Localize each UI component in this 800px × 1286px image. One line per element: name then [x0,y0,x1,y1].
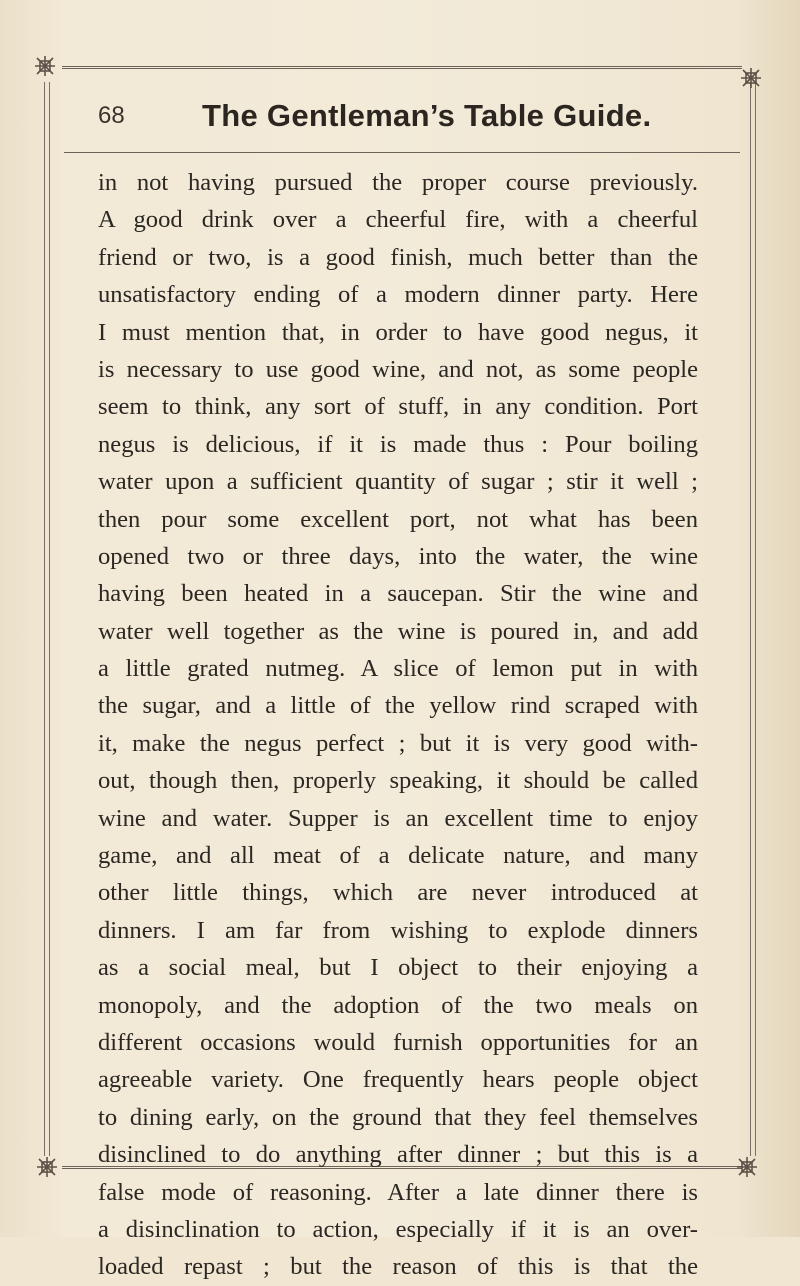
text-line: opened two or three days, into the water, the wine [98,542,698,570]
text-line: agreeable variety. One frequently hears people object [98,1066,698,1094]
running-title: The Gentleman’s Table Guide. [202,98,652,133]
corner-ornament-icon [34,55,56,77]
text-line: wine and water. Supper is an excellent time to enjoy [98,804,698,832]
text-line: disinclined to do anything after dinner ; but this is a [98,1141,698,1169]
text-line: A good drink over a cheerful fire, with a cheerful [98,206,698,234]
text-line: having been heated in a saucepan. Stir the wine and [98,580,698,608]
text-line: negus is delicious, if it is made thus : Pour boiling [98,430,698,458]
text-line: to dining early, on the ground that they feel themselves [98,1103,698,1131]
right-inner-border-rule [755,82,756,1156]
body-text [98,164,698,1286]
text-line: in not having pursued the proper course previously. [98,169,698,196]
text-line: I must mention that, in order to have good negus, it [98,318,698,346]
corner-ornament-icon [36,1156,58,1178]
text-line: unsatisfactory ending of a modern dinner party. Here [98,281,698,309]
right-border-rule [750,82,751,1156]
top-border-rule [62,66,742,69]
running-header [98,98,738,138]
text-line: out, though then, properly speaking, it should be called [98,767,698,795]
page-number: 68 [98,102,125,129]
text-line: water well together as the wine is poured in, and add [98,617,698,645]
text-line: friend or two, is a good finish, much better than the [98,243,698,271]
text-line: then pour some excellent port, not what has been [98,505,698,533]
text-line: dinners. I am far from wishing to explode dinners [98,916,698,944]
text-line: is necessary to use good wine, and not, as some people [98,355,698,383]
text-line: seem to think, any sort of stuff, in any condition. Port [98,393,698,421]
text-line: monopoly, and the adoption of the two meals on [98,991,698,1019]
corner-ornament-icon [740,67,762,89]
text-line: other little things, which are never introduced at [98,879,698,907]
text-line: as a social meal, but I object to their enjoying a [98,954,698,982]
text-line: different occasions would furnish opportunities for an [98,1028,698,1056]
text-line: the sugar, and a little of the yellow rind scraped with [98,692,698,720]
text-line: a little grated nutmeg. A slice of lemon put in with [98,655,698,683]
text-line: it, make the negus perfect ; but it is very good with- [98,729,698,757]
text-line: loaded repast ; but the reason of this is that the [98,1253,698,1281]
text-line: false mode of reasoning. After a late dinner there is [98,1178,698,1206]
left-border-rule [44,82,45,1156]
header-divider-rule [64,152,740,153]
text-line: a disinclination to action, especially if it is an over- [98,1215,698,1243]
text-line: water upon a sufficient quantity of sugar ; stir it well ; [98,468,698,496]
corner-ornament-icon [736,1156,758,1178]
text-line: game, and all meat of a delicate nature, and many [98,842,698,870]
left-inner-border-rule [49,82,50,1156]
